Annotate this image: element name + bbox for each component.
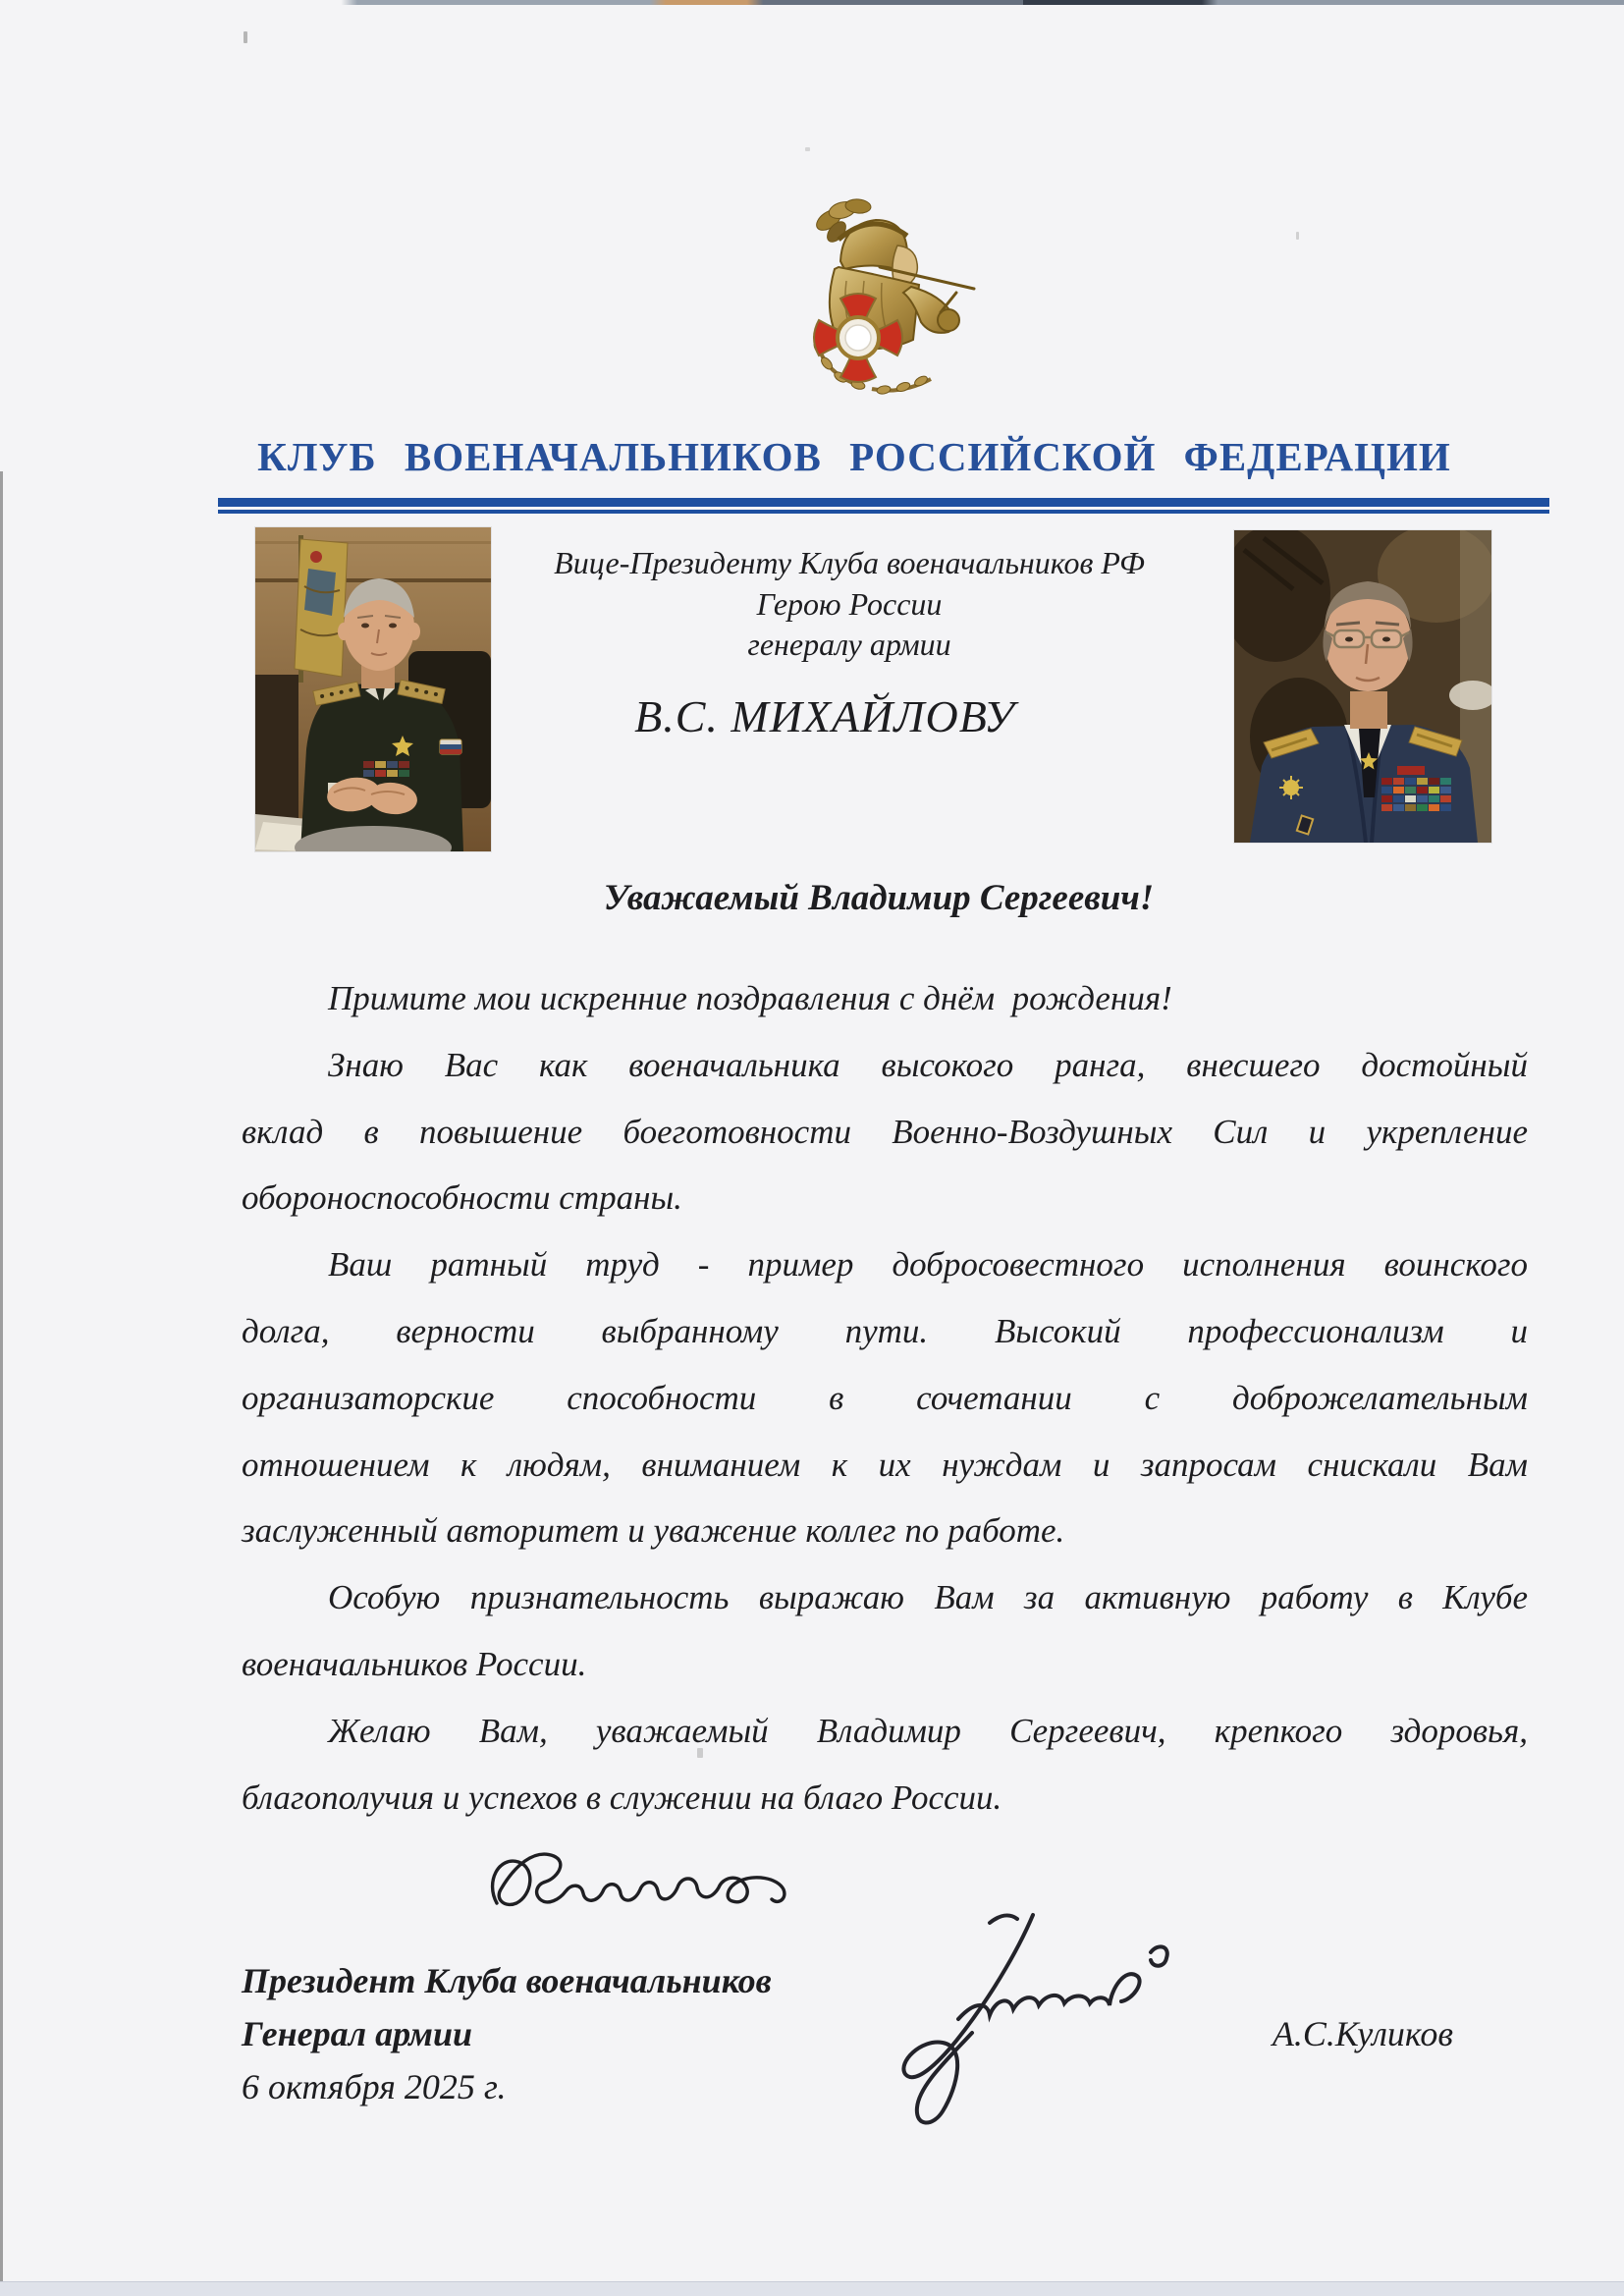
- scan-speck: [805, 147, 810, 151]
- salutation: Уважаемый Владимир Сергеевич!: [603, 878, 1155, 918]
- photo-general-portrait: [1234, 530, 1491, 843]
- scan-speck: [244, 31, 247, 43]
- body-line: вклад в повышение боеготовности Военно-Воздушных Сил и укрепление: [242, 1112, 1528, 1151]
- recipient-address-line: генералу армии: [747, 627, 951, 662]
- org-title: КЛУБ ВОЕНАЧАЛЬНИКОВ РОССИЙСКОЙ ФЕДЕРАЦИИ: [257, 434, 1451, 479]
- body-line: заслуженный авторитет и уважение коллег по работе.: [242, 1511, 1065, 1551]
- signer-position-line2: Генерал армии: [242, 2014, 473, 2053]
- club-emblem-warrior-red-cross-icon: [782, 191, 978, 397]
- recipient-address: [491, 543, 1208, 666]
- scan-edge-left: [0, 471, 3, 2296]
- body-line: долга, верности выбранному пути. Высокий профессионализм и: [242, 1311, 1528, 1350]
- header-rule-thin: [218, 510, 1549, 514]
- signer-position-line1: Президент Клуба военачальников: [242, 1961, 772, 2000]
- body-line: Желаю Вам, уважаемый Владимир Сергеевич, крепкого здоровья,: [328, 1711, 1528, 1750]
- letter-body: [242, 965, 1528, 1831]
- handwritten-note: [471, 1838, 825, 1937]
- body-line: Примите мои искренние поздравления с днём рождения!: [328, 979, 1172, 1017]
- signer-name: А.С.Куликов: [1272, 2014, 1453, 2053]
- body-line: организаторские способности в сочетании с доброжелательным: [242, 1378, 1528, 1417]
- scan-edge-bottom: [0, 2281, 1624, 2296]
- body-line: Ваш ратный труд - пример добросовестного исполнения воинского: [328, 1245, 1528, 1285]
- recipient-address-line: Герою России: [756, 585, 943, 622]
- handwritten-signature: [840, 1893, 1233, 2139]
- scan-edge-top: [0, 0, 1624, 5]
- header-rule: [218, 498, 1549, 514]
- photo-seated-general: [255, 527, 491, 851]
- recipient-address-line: Вице-Президенту Клуба военачальников РФ: [554, 545, 1145, 580]
- letter-date: 6 октября 2025 г.: [242, 2067, 507, 2106]
- body-line: военачальников России.: [242, 1644, 587, 1683]
- recipient-name: В.С. МИХАЙЛОВУ: [634, 691, 1015, 741]
- body-line: отношением к людям, вниманием к их нуждам и запросам снискали Вам: [242, 1445, 1528, 1484]
- body-line: благополучия и успехов в служении на благо России.: [242, 1777, 1002, 1817]
- header-rule-thick: [218, 498, 1549, 507]
- scan-speck: [1296, 232, 1299, 240]
- body-line: Особую признательность выражаю Вам за активную работу в Клубе: [328, 1578, 1528, 1617]
- body-line: обороноспособности страны.: [242, 1178, 682, 1218]
- body-line: Знаю Вас как военачальника высокого ранга, внесшего достойный: [328, 1045, 1528, 1084]
